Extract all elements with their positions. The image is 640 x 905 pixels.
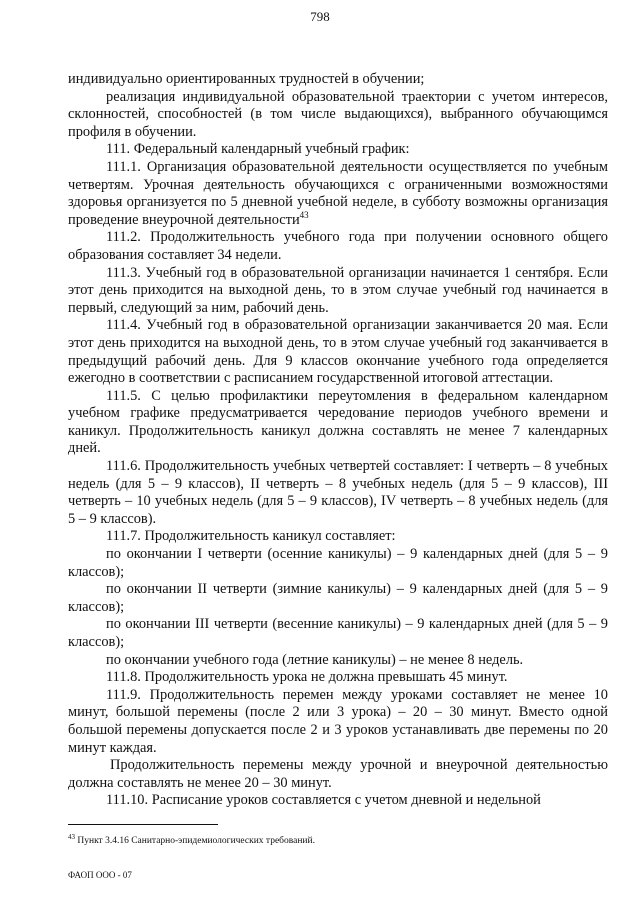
footnote-divider xyxy=(68,824,218,825)
paragraph: 111.4. Учебный год в образовательной организации заканчивается 20 мая. Если этот день приходится на выходной день, то в этом случае учебный год заканчивается в предыдущий рабочий день. Для 9 классов окончание учебного года определяется ежегодно в соответствии с расписанием государственной итоговой аттестации. xyxy=(68,317,608,387)
section-heading: 111. Федеральный календарный учебный график: xyxy=(106,141,410,158)
paragraph: Продолжительность перемены между урочной и внеурочной деятельностью должна составлять не менее 20 – 30 минут. xyxy=(68,757,608,791)
footnote-marker: 43 xyxy=(68,832,75,841)
paragraph: 111.10. Расписание уроков составляется с учетом дневной и недельной xyxy=(106,792,541,809)
paragraph: 111.9. Продолжительность перемен между уроками составляет не менее 10 минут, большой перемены (после 2 или 3 урока) – 20 – 30 минут. Вместо одной большой перемены допускается после 2 и 3 уроков устанавливать две перемены по 20 минут каждая. xyxy=(68,686,608,756)
page-number: 798 xyxy=(310,9,330,24)
paragraph: 111.7. Продолжительность каникул составляет: xyxy=(106,528,396,545)
list-item: по окончании I четверти (осенние каникулы) – 9 календарных дней (для 5 – 9 классов); xyxy=(68,546,608,580)
document-code: ФАОП ООО - 07 xyxy=(68,870,132,880)
paragraph: 111.2. Продолжительность учебного года при получении основного общего образования составляет 34 недели. xyxy=(68,229,608,263)
document-body xyxy=(68,71,608,810)
paragraph: 111.5. С целью профилактики переутомления в федеральном календарном учебном графике предусматривается чередование периодов учебного времени и каникул. Продолжительность каникул должна составлять не менее 7 календарных дней. xyxy=(68,387,608,457)
paragraph: индивидуально ориентированных трудностей в обучении; xyxy=(68,71,425,87)
paragraph xyxy=(68,159,608,229)
paragraph: реализация индивидуальной образовательной траектории с учетом интересов, склонностей, способностей (в том числе выдающихся), выбранного обучающимся профиля в обучении. xyxy=(68,88,608,140)
list-item: по окончании III четверти (весенние каникулы) – 9 календарных дней (для 5 – 9 классов); xyxy=(68,616,608,650)
paragraph-text: 111.1. Организация образовательной деятельности осуществляется по учебным четвертям. Урочная деятельность обучающихся с ограниченными возможностями здоровья организуется по 5 дневной учебной неделе, в субботу возможны организация проведение внеурочной деятельности xyxy=(68,158,608,228)
list-item: по окончании учебного года (летние каникулы) – не менее 8 недель. xyxy=(106,651,524,668)
footnote-text: Пункт 3.4.16 Санитарно-эпидемиологических требований. xyxy=(77,836,315,846)
footnote xyxy=(68,832,315,847)
paragraph: 111.6. Продолжительность учебных четвертей составляет: I четверть – 8 учебных недель (для 5 – 9 классов), II четверть – 8 учебных недель (для 5 – 9 классов), III четверть – 10 учебных недель (для 5 – 9 классов), IV четверть – 8 учебных недель (для 5 – 9 классов). xyxy=(68,458,608,527)
footnote-reference: 43 xyxy=(299,209,309,220)
list-item: по окончании II четверти (зимние каникулы) – 9 календарных дней (для 5 – 9 классов); xyxy=(68,581,608,615)
paragraph: 111.8. Продолжительность урока не должна превышать 45 минут. xyxy=(106,669,508,686)
paragraph: 111.3. Учебный год в образовательной организации начинается 1 сентября. Если этот день приходится на выходной день, то в этом случае учебный год начинается в первый, следующий за ним, рабочий день. xyxy=(68,264,608,316)
